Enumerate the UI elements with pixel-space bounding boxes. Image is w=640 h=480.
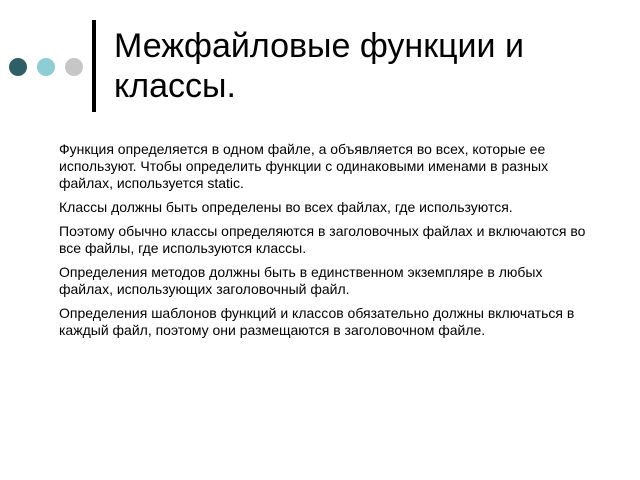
decorative-dots (9, 58, 84, 76)
bullet-item: Функция определяется в одном файле, а объявляется во всех, которые ее используют. Чтобы определить функции с одинаковыми именами в разных файлах, используется static. (59, 141, 549, 191)
bullet-item: Классы должны быть определены во всех файлах, где используются. (59, 199, 513, 215)
bullet-item: Поэтому обычно классы определяются в заголовочных файлах и включаются во все файлы, где используются классы. (59, 223, 586, 256)
light-teal-dot (37, 58, 55, 76)
title-divider (92, 20, 96, 112)
dark-teal-dot (9, 58, 27, 76)
bullet-item: Определения шаблонов функций и классов обязательно должны включаться в каждый файл, поэтому они размещаются в заголовочном файле. (59, 305, 575, 338)
slide-title: Межфайловые функции и классы. (114, 27, 524, 105)
gray-dot (65, 58, 83, 76)
bullet-list (59, 141, 599, 346)
bullet-item: Определения методов должны быть в единственном экземпляре в любых файлах, использующих заголовочный файл. (59, 264, 543, 297)
